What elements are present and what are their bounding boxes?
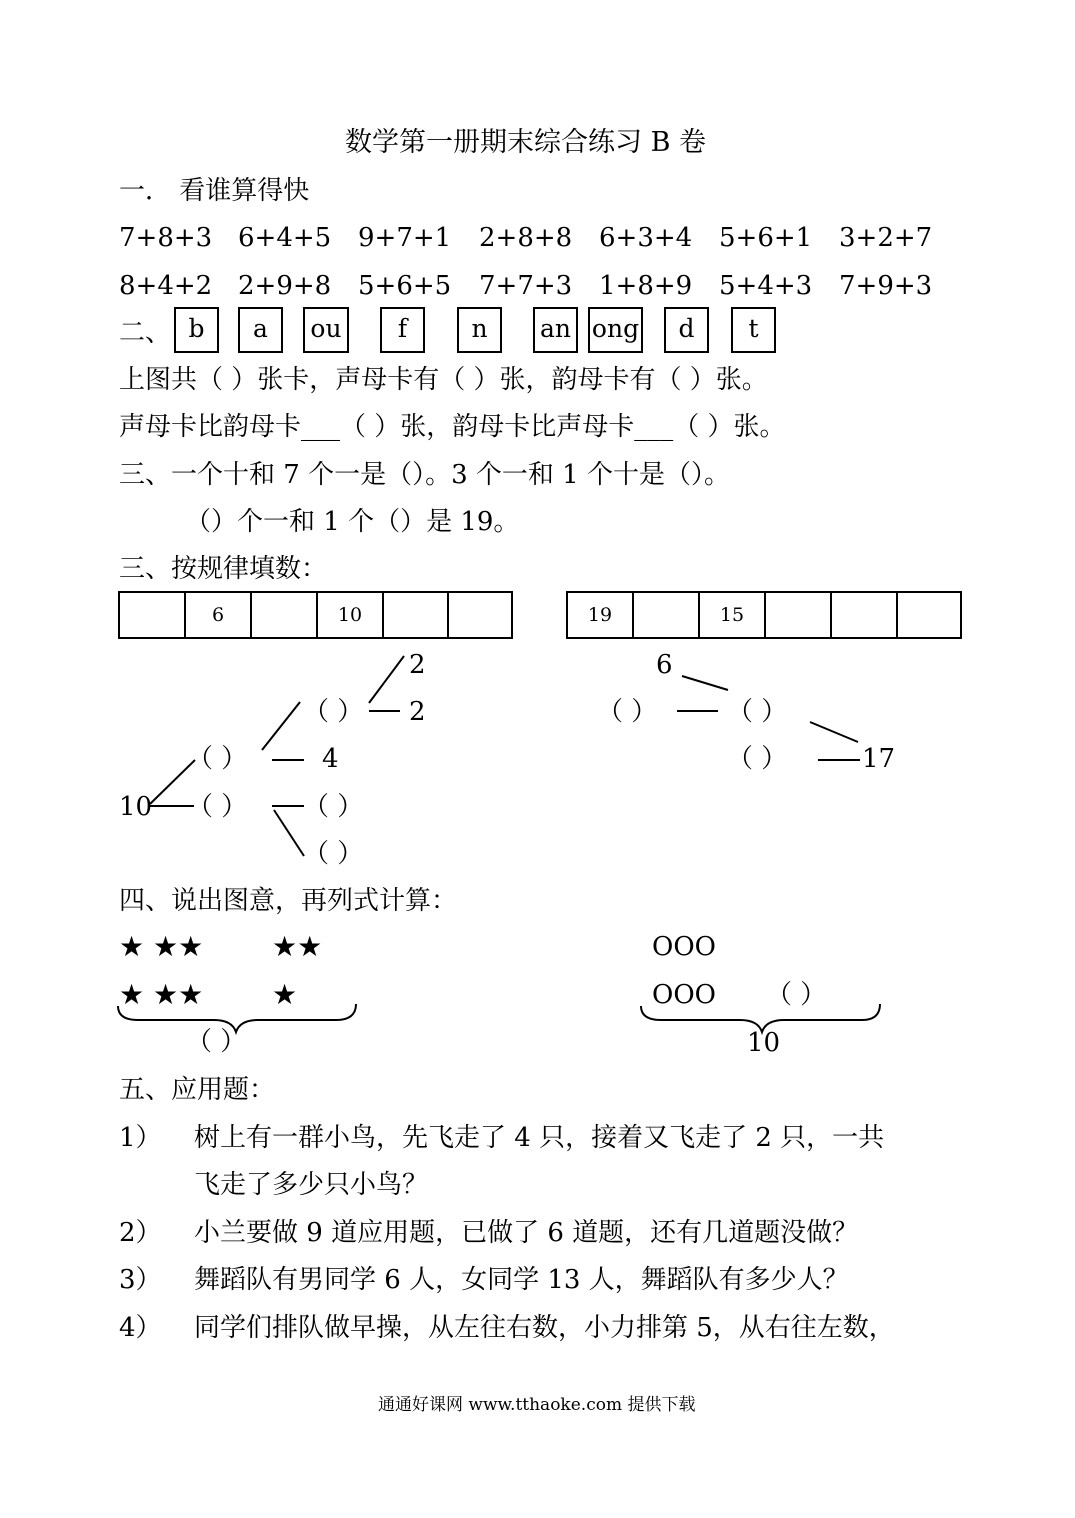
tree-blank[interactable]: （ ） [597, 697, 658, 727]
pinyin-card: ou [303, 307, 349, 353]
problem-text: 小兰要做 9 道应用题，已做了 6 道题，还有几道题没做？ [194, 1218, 859, 1248]
tree-blank[interactable]: （ ） [727, 697, 788, 727]
tree-value: 2 [409, 697, 426, 727]
calc-item: 5+4+3 [719, 271, 813, 301]
question-line: 上图共（ ）张卡，声母卡有（ ）张，韵母卡有（ ）张。 [119, 365, 768, 395]
question-line: 声母卡比韵母卡___（ ）张，韵母卡比声母卡___（ ）张。 [119, 412, 786, 442]
sequence-cell[interactable]: 10 [337, 604, 363, 626]
pinyin-card: ong [588, 307, 643, 353]
calc-item: 6+4+5 [238, 223, 332, 253]
calc-item: 2+8+8 [479, 223, 573, 253]
calc-item: 8+4+2 [119, 271, 213, 301]
calc-item: 7+8+3 [119, 223, 213, 253]
pinyin-card: n [457, 307, 502, 353]
tree-blank[interactable]: （ ） [187, 792, 248, 822]
question-line: （）个一和 1 个（）是 19。 [185, 507, 520, 537]
section-5-heading: 五、应用题： [119, 1075, 276, 1105]
problem-number: 2） [119, 1218, 162, 1248]
page-title: 数学第一册期末综合练习 B 卷 [345, 127, 707, 158]
calc-item: 2+9+8 [238, 271, 332, 301]
problem-text: 舞蹈队有男同学 6 人，女同学 13 人，舞蹈队有多少人？ [194, 1265, 849, 1295]
calc-item: 7+7+3 [479, 271, 573, 301]
problem-text: 同学们排队做早操，从左往右数，小力排第 5，从右往左数， [194, 1313, 895, 1343]
pinyin-card: a [238, 307, 283, 353]
circle-group: OOO [652, 932, 716, 962]
star-icon: ★ [272, 978, 298, 1011]
answer-blank[interactable]: （ ） [186, 1027, 247, 1057]
calc-item: 5+6+5 [358, 271, 452, 301]
tree-blank[interactable]: （ ） [303, 697, 364, 727]
pinyin-card: t [731, 307, 776, 353]
problem-number: 3） [119, 1265, 162, 1295]
calc-item: 5+6+1 [719, 223, 813, 253]
tree-blank[interactable]: （ ） [187, 744, 248, 774]
question-line: 三、一个十和 7 个一是（）。3 个一和 1 个十是（）。 [119, 460, 730, 490]
tree-blank[interactable]: （ ） [303, 839, 364, 869]
pinyin-card: b [174, 307, 219, 353]
tree-blank[interactable]: （ ） [727, 744, 788, 774]
section-2-label: 二、 [119, 318, 172, 348]
section-1-heading: 一． 看谁算得快 [119, 176, 310, 206]
sequence-cell[interactable]: 15 [719, 604, 745, 626]
calc-item: 3+2+7 [839, 223, 933, 253]
tree-value: 6 [656, 650, 673, 680]
circle-group: OOO [652, 980, 716, 1010]
star-icon: ★★ [272, 930, 323, 963]
section-3b-heading: 三、按规律填数： [119, 554, 328, 584]
calc-item: 1+8+9 [599, 271, 693, 301]
problem-text: 树上有一群小鸟，先飞走了 4 只，接着又飞走了 2 只，一共 [194, 1123, 885, 1153]
problem-number: 1） [119, 1123, 162, 1153]
section-4-heading: 四、说出图意，再列式计算： [119, 886, 458, 916]
pinyin-card: f [380, 307, 425, 353]
star-icon: ★ ★★ [119, 930, 204, 963]
sequence-cell[interactable]: 19 [587, 604, 613, 626]
footer-credit: 通通好课网 www.tthaoke.com 提供下载 [378, 1395, 696, 1415]
pinyin-card: an [533, 307, 578, 353]
tree-value: 2 [409, 650, 426, 680]
brace-total: 10 [747, 1028, 781, 1058]
answer-blank[interactable]: （ ） [766, 980, 827, 1010]
problem-number: 4） [119, 1313, 162, 1343]
calc-item: 7+9+3 [839, 271, 933, 301]
star-icon: ★ ★★ [119, 978, 204, 1011]
tree-blank[interactable]: （ ） [303, 792, 364, 822]
problem-text: 飞走了多少只小鸟？ [194, 1170, 429, 1200]
tree-root: 10 [119, 792, 153, 822]
calc-item: 6+3+4 [599, 223, 693, 253]
calc-item: 9+7+1 [358, 223, 452, 253]
pinyin-card: d [664, 307, 709, 353]
tree-value: 17 [862, 744, 896, 774]
sequence-cell[interactable]: 6 [211, 604, 225, 626]
tree-value: 4 [322, 744, 339, 774]
